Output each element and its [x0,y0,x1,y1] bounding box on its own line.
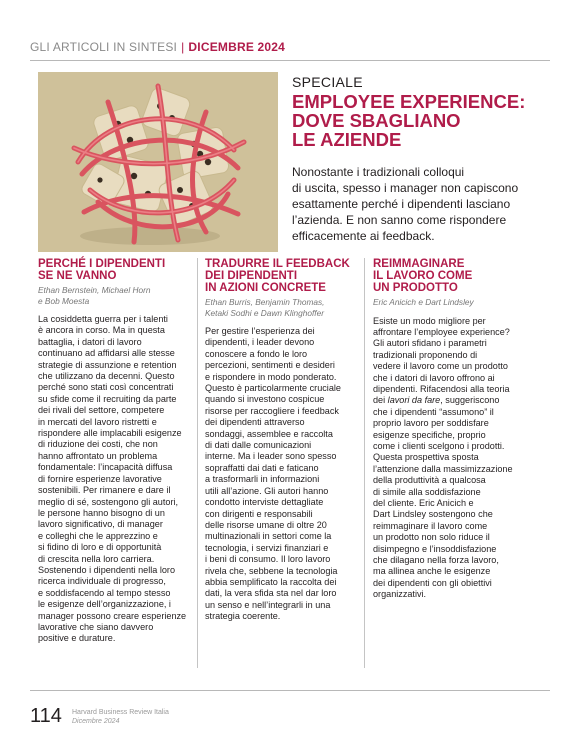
body-line: di crescita nella loro carriera. [38,553,155,564]
body-line: lavorative che siano davvero [38,621,154,632]
body-line: quando si investono cospicue [205,394,325,405]
body-line: è ancora in corso. Ma in questa [38,325,165,336]
body-line: Questo è particolarmente cruciale [205,383,341,394]
body-line: Questa prospettiva sposta [373,452,479,463]
body-line: meglio di sé, sostengono gli autori, [38,496,179,507]
body-text: dei [373,395,388,406]
dek-line: esattamente perché i dipendenti lasciano [292,197,511,211]
body-line: interne. Ma i leader sono spesso [205,451,337,462]
article-title-line: IN AZIONI CONCRETE [205,282,326,294]
body-line: sopraffatti dai dati e faticano [205,462,319,473]
dek-line: l’azienda. E non sanno come rispondere [292,213,507,227]
body-line: ma allinea anche le esigenze [373,566,491,577]
body-line: e soddisfacendo al tempo stesso [38,587,171,598]
body-line: l’attenzione dalla massimizzazione [373,463,513,474]
section-label: GLI ARTICOLI IN SINTESI [30,40,178,54]
body-line-italic-mixed [373,395,538,406]
bottom-rule [30,690,550,691]
body-line: su sfide come il recruiting da parte [38,393,177,404]
article-authors [38,285,203,306]
body-line: battaglia, i datori di lavoro [38,336,142,347]
article-body [373,316,538,601]
body-line: che dilagano nella forza lavoro, [373,555,499,566]
body-line: dei rivali del settore, competere [38,405,165,416]
feature-title-line: EMPLOYEE EXPERIENCE: [292,91,526,112]
body-line: multinazionali in settori come la [205,531,332,542]
header-separator: | [181,40,185,54]
body-line: continuano ad affidarsi alle stesse [38,348,175,359]
body-line: risorse per raccogliere i feedback [205,405,339,416]
article-authors [205,297,370,318]
body-line: rivela che, sebbene la tecnologia [205,565,338,576]
body-line: delle risorse umane di oltre 20 [205,519,327,530]
body-line: tecnologia, i servizi finanziari e [205,542,329,553]
article-title [205,258,370,294]
body-line: le persone hanno bisogno di un [38,507,165,518]
feature-title-line: DOVE SBAGLIANO [292,110,461,131]
publication-info [72,708,169,726]
dek-line: di uscita, spesso i manager non capiscono [292,181,519,195]
body-line: di riduzione dei costi, che non [38,439,158,450]
body-line: organizzativi. [373,589,427,600]
body-line: manager possono creare esperienze [38,610,187,621]
body-line: dei dipendenti con gli obiettivi [373,577,492,588]
body-line: fondamentale: l’incapacità diffusa [38,462,173,473]
body-line: esigenze specifiche, proprio [373,429,486,440]
running-header [30,40,285,54]
body-line: in mercati del lavoro ristretti e [38,416,157,427]
body-line: Per gestire l’esperienza dei [205,326,315,336]
article-title-line: REIMMAGINARE [373,258,465,270]
article-summary-1 [38,258,203,645]
body-line: conoscere a fondo le loro [205,348,308,359]
top-rule [30,60,550,61]
body-line: dei dipendenti attraverso [205,417,305,428]
body-line: sostenibili. Per rimanere e dare il [38,485,171,496]
body-line: condotto interviste dettagliate [205,497,324,508]
body-line: che i dipendenti “assumono” il [373,406,494,417]
body-line: con dirigenti e responsabili [205,508,313,519]
italic-term: lavori da fare [387,395,441,406]
article-body [38,314,203,645]
body-line: un senso e nell’integrarli in una [205,599,331,610]
body-line: strategia coerente. [205,611,281,622]
body-line: dipendenti, i leader devono [205,337,315,348]
dek-line: Nonostante i tradizionali colloqui [292,165,465,179]
body-line: affrontare l’employee experience? [373,326,510,337]
body-line: di dati dalle comunicazioni [205,440,312,451]
article-summary-3 [373,258,538,601]
body-line: i beni di consumo. Il loro lavoro [205,554,331,565]
body-line: rispondere alle implacabili esigenze [38,428,182,439]
body-line: dipendenti. Rifacendosi alla teoria [373,383,510,394]
body-line: percezioni, sentimenti e desideri [205,360,335,371]
article-title-line: PERCHÉ I DIPENDENTI [38,258,166,270]
publication-issue: Dicembre 2024 [72,718,120,725]
article-authors [373,297,538,308]
article-title-line: TRADURRE IL FEEDBACK [205,258,350,270]
body-line: La cosiddetta guerra per i talenti [38,314,168,324]
body-text: , suggeriscono [440,395,500,406]
body-line: e colleghi che le apprezzino e [38,530,158,541]
body-line: Sostenendo i dipendenti nella loro [38,564,176,575]
body-line: abbia semplificato la raccolta dei [205,576,337,587]
body-line: di fornire esperienze lavorative [38,473,162,484]
article-title-line: IL LAVORO COME [373,270,473,282]
body-line: del cliente. Eric Anicich e [373,498,474,508]
publication-name: Harvard Business Review Italia [72,709,169,716]
body-line: hanno affrontato un problema [38,450,158,461]
body-line: utili all’azione. Gli autori hanno [205,485,329,496]
author-line: e Bob Moesta [38,295,90,306]
body-line: di simile alla soddisfazione [373,486,481,497]
body-line: reimmaginare il lavoro come [373,520,488,531]
body-line: Gli autori sfidano i parametri [373,338,487,349]
body-line: ricerca individuale di progresso, [38,576,166,587]
author-line: Ethan Burris, Benjamin Thomas, [205,297,325,307]
body-line: dati, la vera sfida sta nel dar loro [205,588,337,599]
author-line: Ketaki Sodhi e Dawn Klinghoffer [205,307,324,318]
body-line: lavoro significativo, di manager [38,519,163,530]
feature-title-line: LE AZIENDE [292,129,402,150]
body-line: sondaggi, assemblee e raccolta [205,428,333,439]
body-line: che i datori di lavoro offrono ai [373,372,495,383]
body-line: un prodotto non solo riduce il [373,532,490,543]
hero-illustration [38,72,278,252]
feature-dek [292,164,550,244]
dek-line: efficacemente ai feedback. [292,229,435,243]
feature-title [292,92,542,149]
author-line: Ethan Bernstein, Michael Horn [38,285,151,295]
article-title-line: UN PRODOTTO [373,282,458,294]
feature-kicker: SPECIALE [292,74,363,90]
body-line: della produttività a qualcosa [373,475,486,486]
body-line: disimpegno e l’insoddisfazione [373,543,497,554]
dice-wrapped-in-rope-illustration [38,72,278,252]
body-line: Dart Lindsley sostengono che [373,509,493,520]
page-number: 114 [30,705,62,727]
body-line: a trasformarli in informazioni [205,474,320,485]
article-title-line: DEI DIPENDENTI [205,270,298,282]
issue-date: DICEMBRE 2024 [188,40,286,54]
body-line: come i clienti scelgono i prodotti. [373,440,505,451]
body-line: strategie di assunzione e retention [38,359,177,370]
author-line: Eric Anicich e Dart Lindsley [373,297,474,307]
body-line: proprio lavoro per soddisfare [373,418,489,429]
body-line: perché sono stati così concentrati [38,382,174,393]
body-line: vedere il lavoro come un prodotto [373,361,508,372]
body-line: che utilizzano da decenni. Questo [38,371,175,382]
article-title-line: SE NE VANNO [38,270,117,282]
article-title [38,258,203,282]
body-line: si fidino di loro e di opportunità [38,542,162,553]
body-line: le esigenze dell’organizzazione, i [38,599,171,610]
body-line: e rispondere in modo ponderato. [205,371,337,382]
article-body [205,326,370,623]
article-title [373,258,538,294]
article-summary-2 [205,258,370,623]
body-line: Esiste un modo migliore per [373,315,486,326]
body-line: positive e durature. [38,633,116,644]
body-line: tradizionali proponendo di [373,349,478,360]
